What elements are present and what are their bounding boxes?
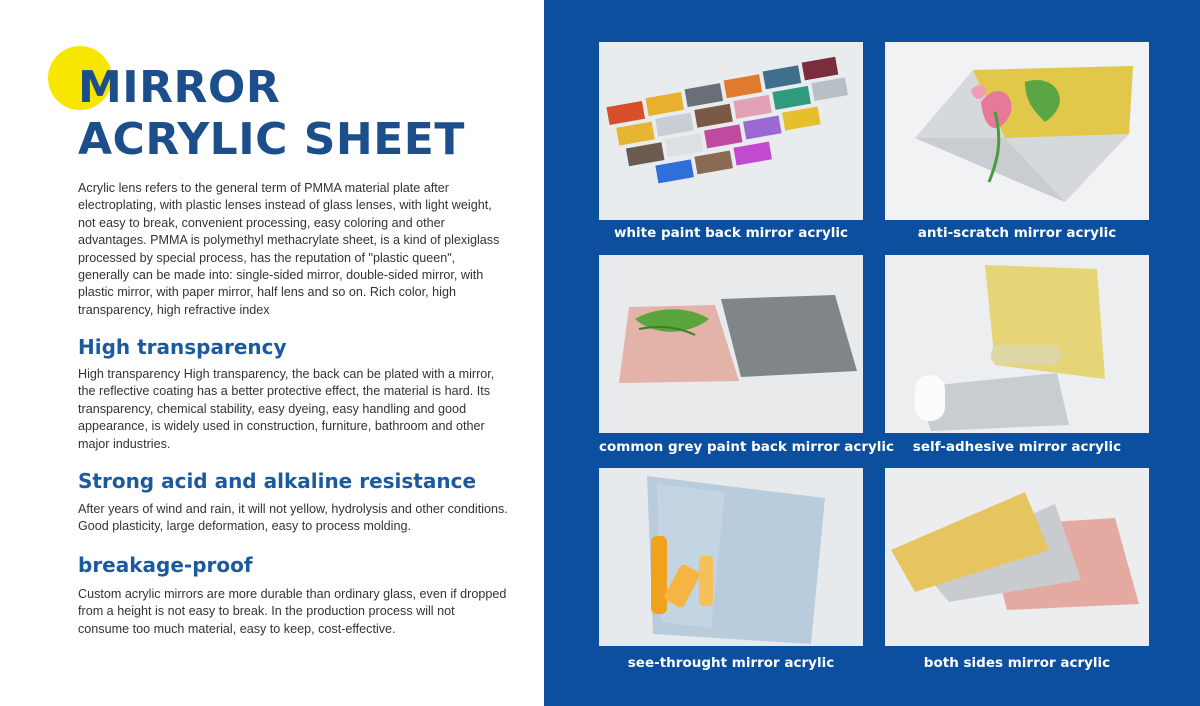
- body-high-transparency: High transparency High transparency, the back can be plated with a mirror, the reflective coating has a better protective effect, the material is hard. Its transparency, chemical stability, easy dyeing, easy handling and good appearance, is widely used in construction, furniture, bathroom and other major industries.: [78, 367, 495, 451]
- product-image-see-through: [599, 468, 863, 646]
- intro-paragraph: Acrylic lens refers to the general term of PMMA material plate after electroplating, with plastic lenses instead of glass lenses, with light weight, not easy to break, convenient processing, easy coloring and other advantages. PMMA is polymethyl methacrylate sheet, is a kind of plexiglass processed by special process, has the reputation of "plastic queen", generally can be made into: single-sided mirror, double-sided mirror, with plastic mirror, with paper mirror, half lens and so on. Rich color, high transparency, high refractive index: [78, 181, 500, 317]
- product-image-anti-scratch: [885, 42, 1149, 220]
- heading-high-transparency: High transparency: [78, 335, 287, 359]
- caption-see-through: see-throught mirror acrylic: [627, 655, 835, 671]
- product-image-white-paint-back: [599, 42, 863, 220]
- heading-acid-alkaline: Strong acid and alkaline resistance: [78, 469, 477, 493]
- caption-white-paint-back: white paint back mirror acrylic: [613, 225, 849, 241]
- caption-anti-scratch: anti-scratch mirror acrylic: [917, 225, 1117, 241]
- product-image-self-adhesive: [885, 255, 1149, 433]
- left-column: [0, 0, 544, 706]
- body-acid-alkaline: After years of wind and rain, it will not yellow, hydrolysis and other conditions. Good plasticity, large deformation, easy to process molding.: [78, 502, 508, 534]
- title-line-2: ACRYLIC SHEET: [78, 114, 465, 165]
- body-breakage-proof: Custom acrylic mirrors are more durable than ordinary glass, even if dropped from a height is not easy to break. In the production process will not consume too much material, easy to keep, cost-effective.: [78, 587, 507, 636]
- product-image-both-sides: [885, 468, 1149, 646]
- caption-both-sides: both sides mirror acrylic: [923, 655, 1111, 671]
- page-title: [78, 62, 518, 166]
- caption-grey-paint-back: common grey paint back mirror acrylic: [599, 439, 895, 455]
- product-panel: [544, 0, 1200, 706]
- heading-breakage-proof: breakage-proof: [78, 553, 253, 577]
- caption-self-adhesive: self-adhesive mirror acrylic: [912, 439, 1122, 455]
- product-image-grey-paint-back: [599, 255, 863, 433]
- title-line-1: MIRROR: [78, 62, 281, 113]
